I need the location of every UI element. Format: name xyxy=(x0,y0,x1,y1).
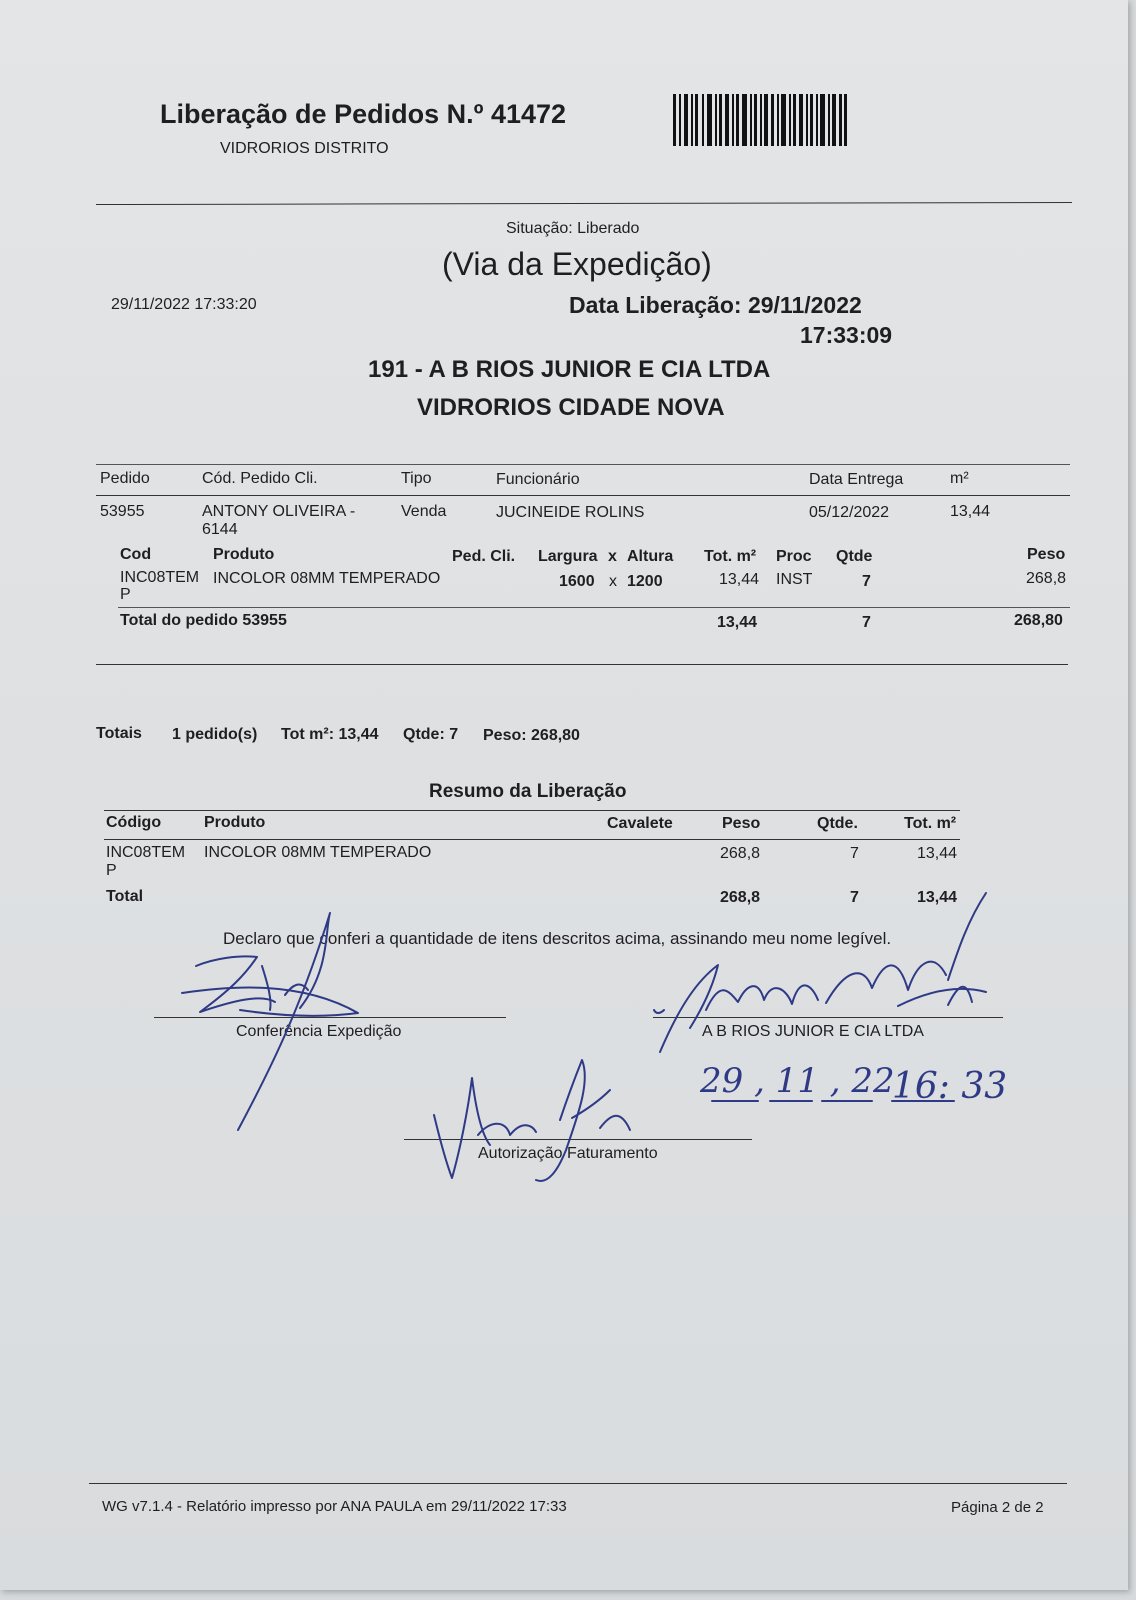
cell-cod-pedido-cli: ANTONY OLIVEIRA - xyxy=(202,503,356,520)
signature-line-conferencia xyxy=(154,1017,506,1018)
summary-header-peso: Peso xyxy=(722,815,761,832)
footer-print-info: WG v7.1.4 - Relatório impresso por ANA PAULA em 29/11/2022 17:33 xyxy=(102,1498,567,1515)
item-total-rule xyxy=(118,607,1070,608)
item-header-produto: Produto xyxy=(213,546,275,563)
cell-tipo: Venda xyxy=(401,503,447,520)
item-header-altura: Altura xyxy=(627,548,674,565)
col-header-tipo: Tipo xyxy=(401,470,432,487)
summary-title: Resumo da Liberação xyxy=(429,781,627,802)
item-header-largura: Largura xyxy=(538,548,598,565)
item-produto: INCOLOR 08MM TEMPERADO xyxy=(213,570,441,587)
item-largura: 1600 xyxy=(559,573,595,590)
item-header-tot-m2: Tot. m² xyxy=(704,548,757,565)
header-divider xyxy=(96,202,1072,205)
handwritten-date: 29 , 11 , 22 xyxy=(700,1061,895,1101)
col-header-funcionario: Funcionário xyxy=(496,471,580,488)
signature-line-autorizacao xyxy=(404,1139,752,1140)
summary-top-rule xyxy=(104,810,960,811)
order-total-label: Total do pedido 53955 xyxy=(120,612,287,629)
order-total-qtde: 7 xyxy=(862,614,871,631)
summary-header-tot-m2: Tot. m² xyxy=(904,815,957,832)
order-section-bottom-rule xyxy=(96,664,1068,665)
cell-cod-pedido-cli-cont: 6144 xyxy=(202,521,238,538)
item-header-cod: Cod xyxy=(120,546,152,563)
cell-pedido: 53955 xyxy=(100,503,145,520)
signature-label-cliente: A B RIOS JUNIOR E CIA LTDA xyxy=(702,1023,924,1040)
footer-page-number: Página 2 de 2 xyxy=(951,1499,1044,1516)
summary-header-rule xyxy=(104,839,960,840)
totals-peso: Peso: 268,80 xyxy=(483,727,580,744)
item-tot-m2: 13,44 xyxy=(719,571,760,588)
order-table-header-rule xyxy=(96,495,1070,496)
summary-total-label: Total xyxy=(106,888,144,905)
summary-produto: INCOLOR 08MM TEMPERADO xyxy=(204,844,432,861)
summary-header-produto: Produto xyxy=(204,814,266,831)
signature-label-autorizacao: Autorização Faturamento xyxy=(478,1145,658,1162)
totals-m2: Tot m²: 13,44 xyxy=(281,726,379,743)
item-header-ped-cli: Ped. Cli. xyxy=(452,548,516,565)
summary-total-qtde: 7 xyxy=(850,889,859,906)
item-proc: INST xyxy=(776,571,813,588)
order-table-top-rule xyxy=(96,464,1070,465)
document-subtitle: VIDRORIOS DISTRITO xyxy=(220,140,389,157)
barcode-icon xyxy=(673,94,848,146)
item-header-peso: Peso xyxy=(1027,546,1066,563)
summary-qtde: 7 xyxy=(850,845,859,862)
signature-label-conferencia: Conferência Expedição xyxy=(236,1023,402,1040)
item-qtde: 7 xyxy=(862,573,871,590)
cell-funcionario: JUCINEIDE ROLINS xyxy=(496,504,645,521)
totals-label: Totais xyxy=(96,725,142,742)
item-peso: 268,8 xyxy=(1026,570,1067,587)
summary-tot-m2: 13,44 xyxy=(917,845,958,862)
item-cod-cont: P xyxy=(120,586,131,603)
col-header-m2: m² xyxy=(950,470,969,487)
item-x: x xyxy=(609,573,617,590)
item-cod: INC08TEM xyxy=(120,569,200,586)
client-store: VIDRORIOS CIDADE NOVA xyxy=(417,394,725,421)
summary-total-tot-m2: 13,44 xyxy=(917,889,958,906)
release-time: 17:33:09 xyxy=(800,322,893,348)
col-header-pedido: Pedido xyxy=(100,470,150,487)
summary-header-cavalete: Cavalete xyxy=(607,815,673,832)
item-header-qtde: Qtde xyxy=(836,548,873,565)
signature-line-cliente xyxy=(653,1017,1003,1018)
order-total-m2: 13,44 xyxy=(717,614,758,631)
summary-peso: 268,8 xyxy=(720,845,761,862)
item-header-x: x xyxy=(608,548,617,565)
printed-timestamp: 29/11/2022 17:33:20 xyxy=(111,296,257,313)
summary-codigo-cont: P xyxy=(106,862,117,879)
item-altura: 1200 xyxy=(627,573,663,590)
col-header-cod-pedido-cli: Cód. Pedido Cli. xyxy=(202,470,318,487)
handwritten-time: 16: 33 xyxy=(892,1066,1008,1107)
col-header-data-entrega: Data Entrega xyxy=(809,471,904,488)
summary-header-qtde: Qtde. xyxy=(817,815,858,832)
totals-pedidos: 1 pedido(s) xyxy=(172,726,258,743)
status-text: Situação: Liberado xyxy=(506,220,640,237)
copy-type-heading: (Via da Expedição) xyxy=(442,246,712,282)
item-header-proc: Proc xyxy=(776,548,812,565)
document-title: Liberação de Pedidos N.º 41472 xyxy=(160,99,567,129)
declaration-text: Declaro que conferi a quantidade de itens descritos acima, assinando meu nome legível. xyxy=(223,929,892,948)
summary-codigo: INC08TEM xyxy=(106,844,186,861)
footer-rule xyxy=(89,1483,1067,1484)
summary-total-peso: 268,8 xyxy=(720,889,761,906)
cell-data-entrega: 05/12/2022 xyxy=(809,504,890,521)
client-name: 191 - A B RIOS JUNIOR E CIA LTDA xyxy=(368,356,771,383)
release-date-label: Data Liberação: 29/11/2022 xyxy=(569,292,862,318)
totals-qtde: Qtde: 7 xyxy=(403,726,459,743)
summary-header-codigo: Código xyxy=(106,814,162,831)
order-total-peso: 268,80 xyxy=(1014,612,1063,629)
cell-m2: 13,44 xyxy=(950,503,991,520)
